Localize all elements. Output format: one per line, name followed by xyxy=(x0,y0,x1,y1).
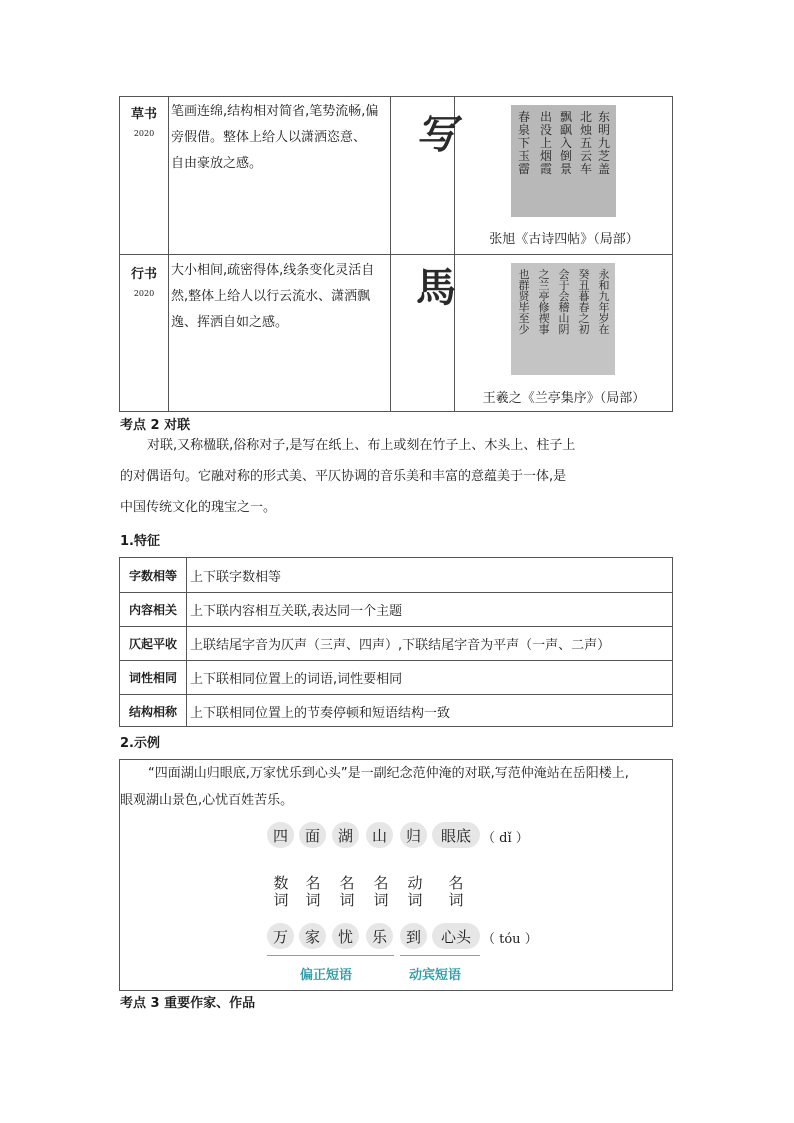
desc-line: 大小相间,疏密得体,线条变化灵活自 xyxy=(171,263,375,278)
feature-key: 仄起平收 xyxy=(128,636,177,651)
lower-char-pill: 心头 xyxy=(432,923,480,949)
photo-text-column: 癸丑暮春之初 xyxy=(578,268,590,336)
feature-value: 上下联相同位置上的节奏停顿和短语结构一致 xyxy=(190,705,451,721)
paragraph-line: 的对偶语句。它融对称的形式美、平仄协调的音乐美和丰富的意蕴美于一体,是 xyxy=(120,469,567,484)
upper-char-pill: 面 xyxy=(299,822,326,848)
feature-key: 结构相称 xyxy=(128,704,177,719)
phrase-bracket-left xyxy=(267,955,394,956)
feature-value: 上下联字数相等 xyxy=(190,569,282,585)
pos-tag: 数词 xyxy=(273,874,289,909)
phrase-label-right: 动宾短语 xyxy=(409,968,462,983)
photo-text-column: 永和九年岁在 xyxy=(598,268,610,336)
table-row xyxy=(120,558,672,592)
style-description xyxy=(171,258,393,336)
photo-text-column: 出没上烟霞 xyxy=(539,110,552,176)
photo-caption: 王羲之《兰亭集序》（局部） xyxy=(482,391,646,406)
upper-pinyin: （ dǐ ） xyxy=(482,831,529,846)
sample-character: 馬 xyxy=(416,264,456,311)
style-year: 2020 xyxy=(133,289,155,298)
lower-char-pill: 乐 xyxy=(366,923,393,949)
lower-char-pill: 忧 xyxy=(332,923,359,949)
features-table xyxy=(119,557,673,727)
example-text-line: 眼观湖山景色,心忧百姓苦乐。 xyxy=(120,793,294,808)
paragraph-line: 对联,又称楹联,俗称对子,是写在纸上、布上或刻在竹子上、木头上、柱子上 xyxy=(147,438,576,453)
section-heading: 考点 3 重要作家、作品 xyxy=(120,996,256,1011)
pos-tag: 名词 xyxy=(339,874,355,909)
style-name: 行书 xyxy=(130,267,157,282)
table-row xyxy=(120,694,672,728)
upper-char-pill: 归 xyxy=(400,822,427,848)
photo-text-column: 之兰亭修禊事 xyxy=(538,268,550,336)
feature-value: 上下联内容相互关联,表达同一个主题 xyxy=(190,603,403,619)
paragraph-line: 中国传统文化的瑰宝之一。 xyxy=(120,500,277,515)
photo-text-column: 飘飖入倒景 xyxy=(559,110,572,176)
pos-tag: 名词 xyxy=(448,874,464,909)
pos-tag: 名词 xyxy=(305,874,321,909)
example-box xyxy=(119,759,673,991)
sample-character: 写 xyxy=(416,111,456,158)
subsection-heading: 2.示例 xyxy=(120,736,160,751)
desc-line: 笔画连绵,结构相对简省,笔势流畅,偏 xyxy=(171,104,379,119)
feature-key: 词性相同 xyxy=(128,670,177,685)
upper-char-pill: 湖 xyxy=(332,822,359,848)
desc-line: 逸、挥洒自如之感。 xyxy=(171,315,289,330)
pos-tag: 名词 xyxy=(373,874,389,909)
style-description xyxy=(171,99,393,177)
upper-char-pill: 四 xyxy=(267,822,294,848)
lower-char-pill: 家 xyxy=(299,923,326,949)
calligraphy-photo xyxy=(511,263,615,375)
desc-line: 自由豪放之感。 xyxy=(171,156,263,171)
lower-pinyin: （ tóu ） xyxy=(482,932,538,947)
phrase-label-left: 偏正短语 xyxy=(300,968,353,983)
photo-text-column: 北烛五云车 xyxy=(579,110,592,176)
upper-char-pill: 眼底 xyxy=(432,822,480,848)
section-heading: 考点 2 对联 xyxy=(120,418,191,433)
desc-line: 然,整体上给人以行云流水、潇洒飘 xyxy=(171,289,371,304)
feature-key: 字数相等 xyxy=(128,568,177,583)
lower-char-pill: 万 xyxy=(267,923,294,949)
photo-caption: 张旭《古诗四帖》（局部） xyxy=(489,232,639,247)
table-row xyxy=(120,626,672,660)
intro-paragraph xyxy=(120,430,672,523)
table-row xyxy=(120,660,672,694)
feature-value: 上下联相同位置上的词语,词性要相同 xyxy=(190,671,403,687)
row-divider xyxy=(120,254,672,255)
example-text-line: “四面湖山归眼底,万家忧乐到心头”是一副纪念范仲淹的对联,写范仲淹站在岳阳楼上, xyxy=(148,766,629,781)
photo-text-column: 会于会稽山阴 xyxy=(558,268,570,336)
calligraphy-photo xyxy=(511,105,616,217)
phrase-bracket-right xyxy=(400,955,480,956)
lower-char-pill: 到 xyxy=(400,923,427,949)
photo-text-column: 也群贤毕至少 xyxy=(518,268,530,336)
column-divider xyxy=(168,97,169,411)
style-name: 草书 xyxy=(130,107,157,122)
upper-char-pill: 山 xyxy=(366,822,393,848)
table-row xyxy=(120,592,672,626)
calligraphy-table xyxy=(119,96,673,412)
feature-key: 内容相关 xyxy=(128,602,177,617)
photo-text-column: 东明九芝盖 xyxy=(597,110,610,176)
style-year: 2020 xyxy=(133,129,155,138)
photo-text-column: 春泉下玉霤 xyxy=(517,110,530,176)
subsection-heading: 1.特征 xyxy=(120,534,160,549)
desc-line: 旁假借。整体上给人以潇洒恣意、 xyxy=(171,130,367,145)
pos-tag: 动词 xyxy=(407,874,423,909)
feature-value: 上联结尾字音为仄声（三声、四声）,下联结尾字音为平声（一声、二声） xyxy=(190,637,611,653)
